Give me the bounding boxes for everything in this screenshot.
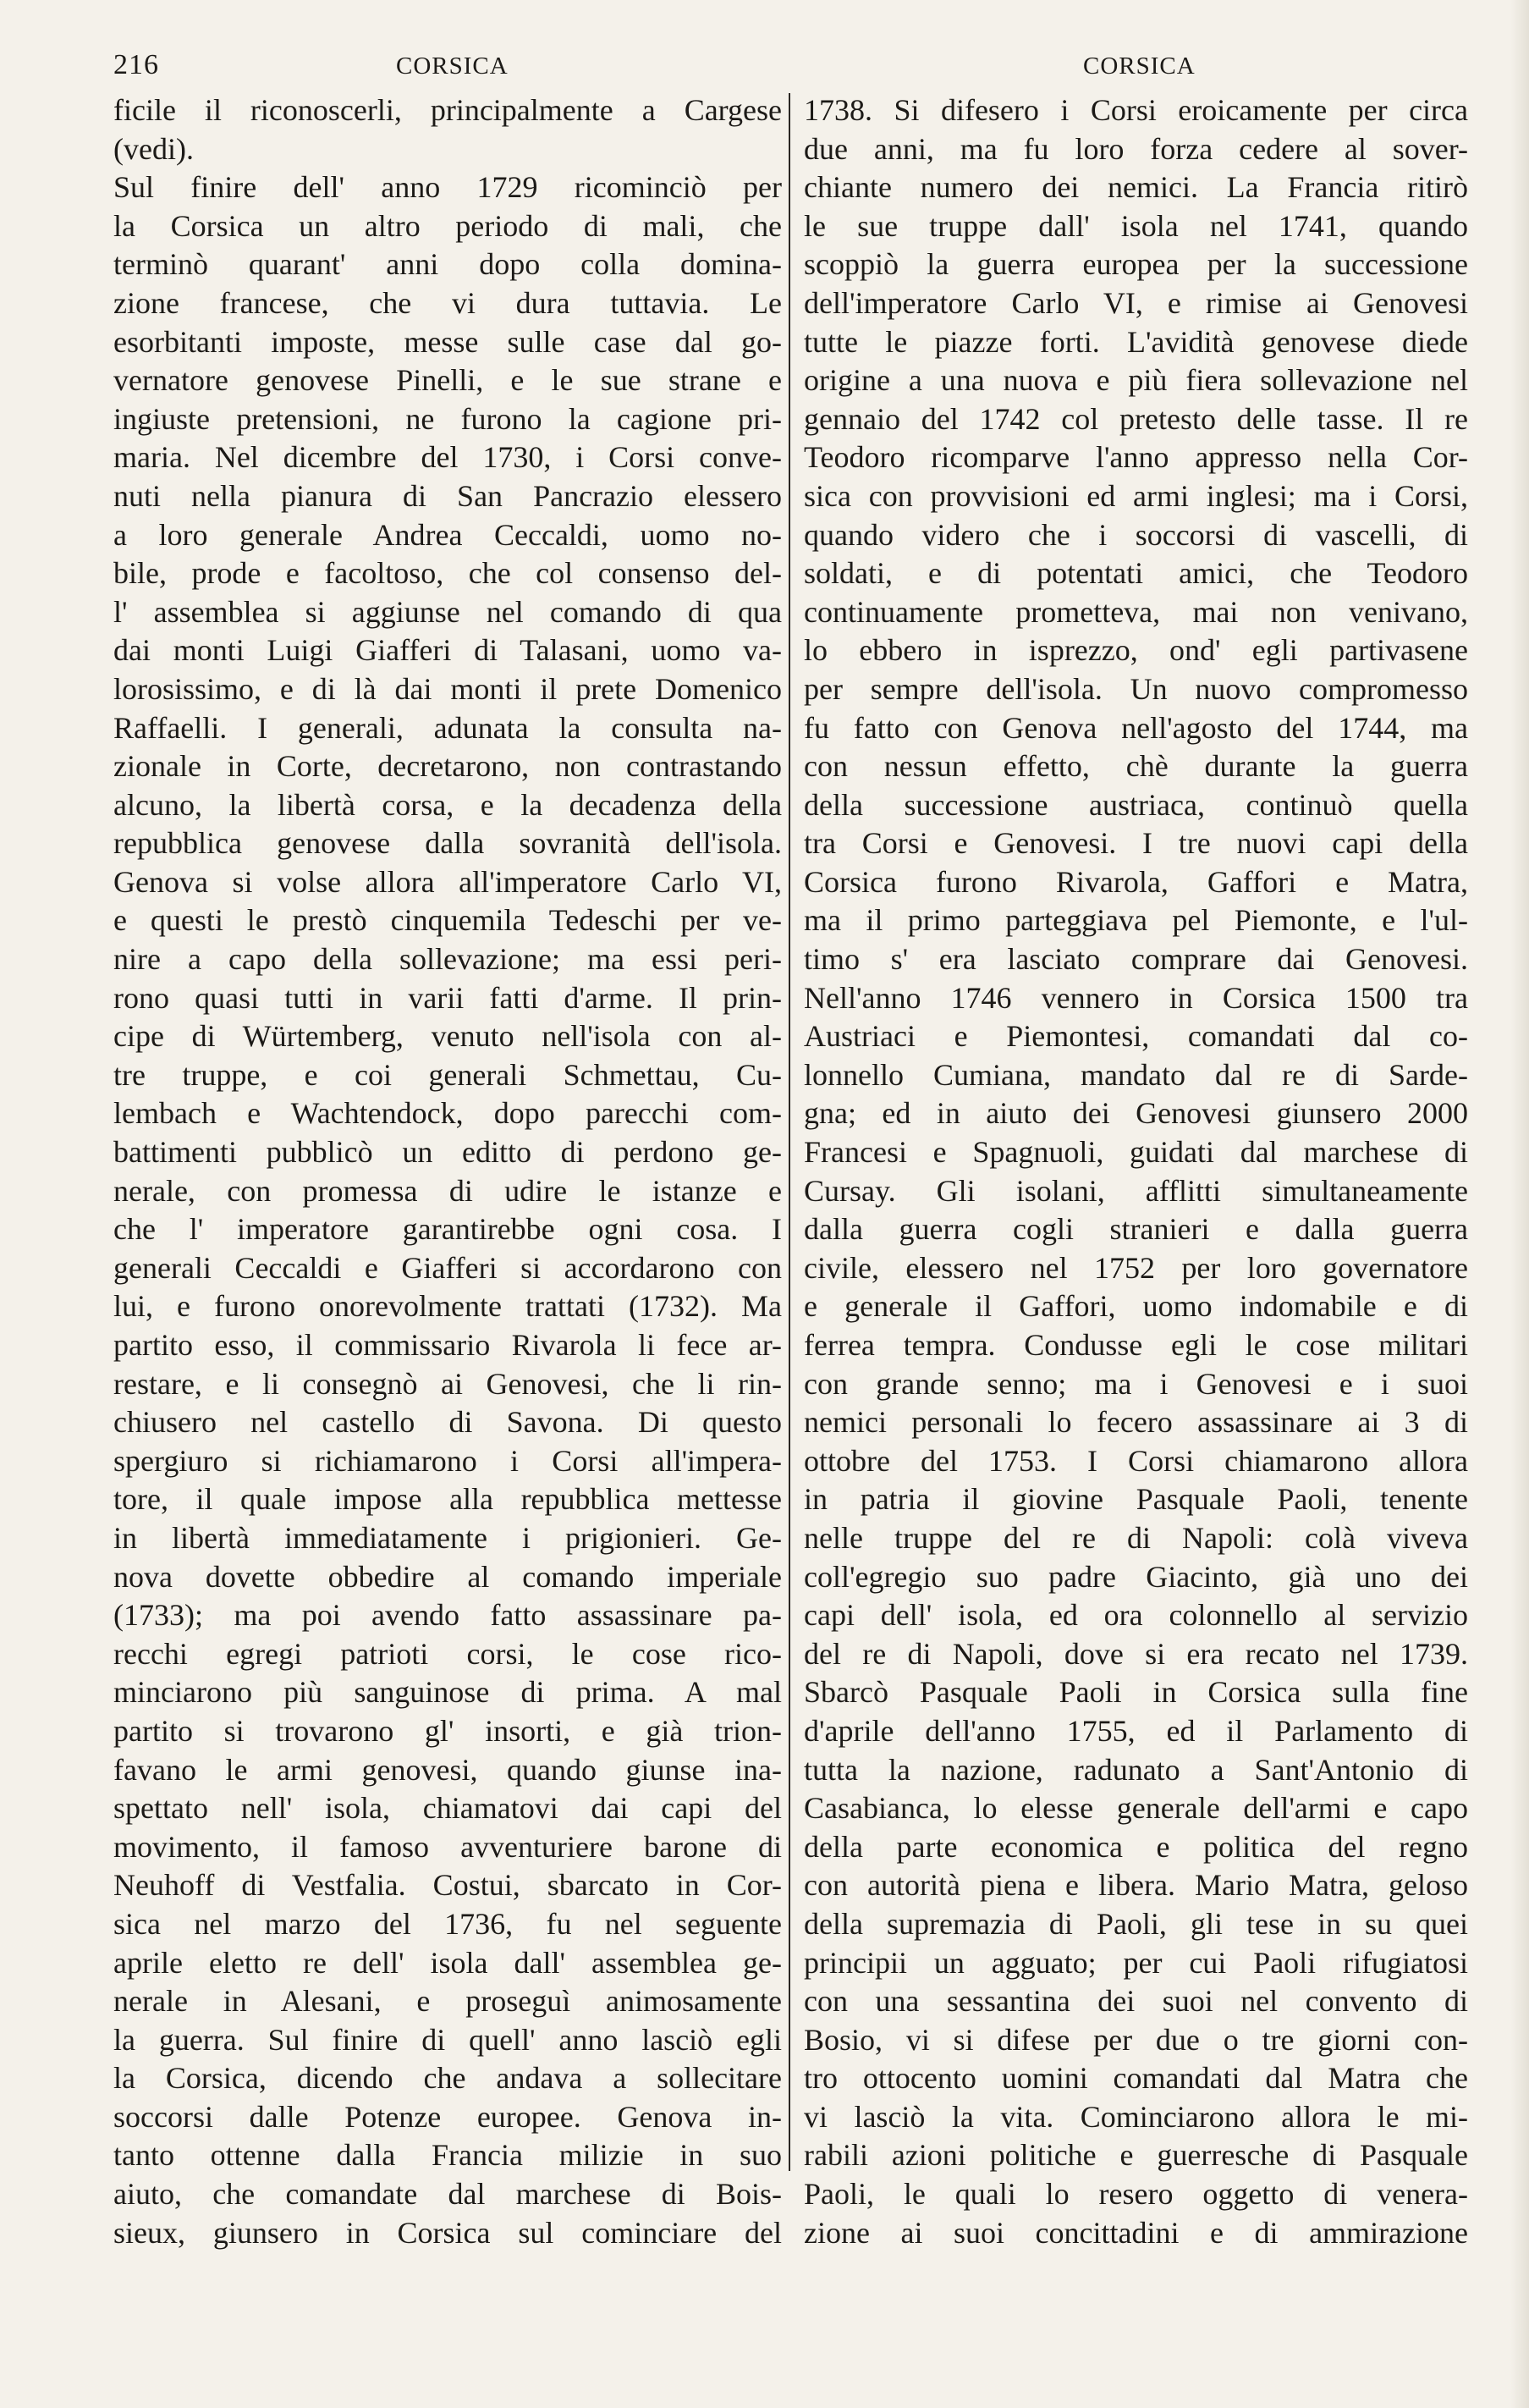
text-line: sieux, giunsero in Corsica sul cominciare del xyxy=(113,2215,782,2250)
text-line: aiuto, che comandate dal marchese di Bois- xyxy=(113,2177,782,2212)
text-line: tutte le piazze forti. L'avidità genovese diede xyxy=(804,324,1468,359)
text-line: Sul finire dell' anno 1729 ricominciò per xyxy=(113,170,782,205)
text-line: con autorità piena e libera. Mario Matra, geloso xyxy=(804,1868,1468,1903)
text-line: ficile il riconoscerli, principalmente a Cargese xyxy=(113,93,782,127)
text-line: 1738. Si difesero i Corsi eroicamente per circa xyxy=(804,93,1468,127)
text-line: bile, prode e facoltoso, che col consenso del- xyxy=(113,556,782,591)
text-line: lonnello Cumiana, mandato dal re di Sarde- xyxy=(804,1057,1468,1092)
text-line: nelle truppe del re di Napoli: colà viveva xyxy=(804,1520,1468,1555)
text-line: Francesi e Spagnuoli, guidati dal marchese di xyxy=(804,1135,1468,1170)
text-line: rono quasi tutti in varii fatti d'arme. Il prin- xyxy=(113,980,782,1015)
page-edge-shadow xyxy=(1510,0,1529,2408)
text-line: della supremazia di Paoli, gli tese in su quei xyxy=(804,1906,1468,1941)
text-line: Genova si volse allora all'imperatore Carlo VI, xyxy=(113,864,782,899)
text-line: la guerra. Sul finire di quell' anno lasciò egli xyxy=(113,2022,782,2057)
text-line: la Corsica, dicendo che andava a sollecitare xyxy=(113,2061,782,2096)
text-line: alcuno, la libertà corsa, e la decadenza della xyxy=(113,787,782,822)
text-line: tra Corsi e Genovesi. I tre nuovi capi della xyxy=(804,826,1468,861)
text-line: maria. Nel dicembre del 1730, i Corsi conve- xyxy=(113,440,782,475)
text-line: ingiuste pretensioni, ne furono la cagione pri- xyxy=(113,401,782,436)
text-line: nemici personali lo fecero assassinare ai 3 di xyxy=(804,1405,1468,1440)
left-text-column xyxy=(113,91,782,2252)
text-line: a loro generale Andrea Ceccaldi, uomo no- xyxy=(113,517,782,552)
text-line: aprile eletto re dell' isola dall' assemblea ge- xyxy=(113,1945,782,1980)
running-head-left: CORSICA xyxy=(396,52,509,80)
text-line: battimenti pubblicò un editto di perdono ge- xyxy=(113,1135,782,1170)
text-line: ferrea tempra. Condusse egli le cose militari xyxy=(804,1328,1468,1362)
text-line: continuamente prometteva, mai non venivano, xyxy=(804,594,1468,629)
text-line: (1733); ma poi avendo fatto assassinare pa- xyxy=(113,1598,782,1633)
text-line: civile, elessero nel 1752 per loro governatore xyxy=(804,1250,1468,1285)
text-line: Paoli, le quali lo resero oggetto di venera- xyxy=(804,2177,1468,2212)
text-line: chiante numero dei nemici. La Francia ritirò xyxy=(804,170,1468,205)
text-line: soccorsi dalle Potenze europee. Genova in- xyxy=(113,2099,782,2134)
text-line: nerale, con promessa di udire le istanze e xyxy=(113,1173,782,1208)
text-line: nova dovette obbedire al comando imperiale xyxy=(113,1559,782,1594)
text-line: le sue truppe dall' isola nel 1741, quando xyxy=(804,208,1468,243)
text-line: origine a una nuova e più fiera sollevazione nel xyxy=(804,363,1468,398)
text-line: zionale in Corte, decretarono, non contrastando xyxy=(113,749,782,784)
text-line: recchi egregi patrioti corsi, le cose rico- xyxy=(113,1636,782,1671)
text-line: gennaio del 1742 col pretesto delle tasse. Il re xyxy=(804,401,1468,436)
text-line: scoppiò la guerra europea per la successione xyxy=(804,247,1468,282)
text-line: coll'egregio suo padre Giacinto, già uno dei xyxy=(804,1559,1468,1594)
text-line: restare, e li consegnò ai Genovesi, che li rin- xyxy=(113,1366,782,1401)
text-line: minciarono più sanguinose di prima. A mal xyxy=(113,1675,782,1710)
text-line: della parte economica e politica del regno xyxy=(804,1829,1468,1864)
text-line: in libertà immediatamente i prigionieri. Ge- xyxy=(113,1520,782,1555)
text-line: Corsica furono Rivarola, Gaffori e Matra, xyxy=(804,864,1468,899)
text-line: dai monti Luigi Giafferi di Talasani, uomo va- xyxy=(113,633,782,668)
text-line: tore, il quale impose alla repubblica mettesse xyxy=(113,1482,782,1517)
text-line: (vedi). xyxy=(113,131,194,166)
text-line: Raffaelli. I generali, adunata la consulta na- xyxy=(113,710,782,745)
text-line: Bosio, vi si difese per due o tre giorni con- xyxy=(804,2022,1468,2057)
text-line: rabili azioni politiche e guerresche di Pasquale xyxy=(804,2138,1468,2173)
text-line: partito esso, il commissario Rivarola li fece ar- xyxy=(113,1328,782,1362)
text-line: partito si trovarono gl' insorti, e già trion- xyxy=(113,1713,782,1748)
text-line: esorbitanti imposte, messe sulle case dal go- xyxy=(113,324,782,359)
text-line: cipe di Würtemberg, venuto nell'isola con al- xyxy=(113,1019,782,1054)
text-line: Neuhoff di Vestfalia. Costui, sbarcato in Cor- xyxy=(113,1868,782,1903)
text-line: e generale il Gaffori, uomo indomabile e di xyxy=(804,1289,1468,1324)
text-line: ma il primo parteggiava pel Piemonte, e l'ul- xyxy=(804,903,1468,938)
text-line: chiusero nel castello di Savona. Di questo xyxy=(113,1405,782,1440)
text-line: e questi le prestò cinquemila Tedeschi per ve- xyxy=(113,903,782,938)
text-line: principii un agguato; per cui Paoli rifugiatosi xyxy=(804,1945,1468,1980)
text-line: Austriaci e Piemontesi, comandati dal co- xyxy=(804,1019,1468,1054)
text-line: con grande senno; ma i Genovesi e i suoi xyxy=(804,1366,1468,1401)
text-line: tre truppe, e coi generali Schmettau, Cu- xyxy=(113,1057,782,1092)
text-line: favano le armi genovesi, quando giunse ina- xyxy=(113,1752,782,1787)
text-line: del re di Napoli, dove si era recato nel 1739. xyxy=(804,1636,1468,1671)
text-line: repubblica genovese dalla sovranità dell'isola. xyxy=(113,826,782,861)
text-line: lorosissimo, e di là dai monti il prete Domenico xyxy=(113,671,782,706)
text-line: zione ai suoi concittadini e di ammirazione xyxy=(804,2215,1468,2250)
text-line: soldati, e di potentati amici, che Teodoro xyxy=(804,556,1468,591)
text-line: vernatore genovese Pinelli, e le sue strane e xyxy=(113,363,782,398)
text-line: capi dell' isola, ed ora colonnello al servizio xyxy=(804,1598,1468,1633)
text-line: lo ebbero in isprezzo, ond' egli partivasene xyxy=(804,633,1468,668)
text-line: dell'imperatore Carlo VI, e rimise ai Genovesi xyxy=(804,285,1468,320)
text-line: zione francese, che vi dura tuttavia. Le xyxy=(113,285,782,320)
text-line: che l' imperatore garantirebbe ogni cosa. I xyxy=(113,1212,782,1247)
text-line: terminò quarant' anni dopo colla domina- xyxy=(113,247,782,282)
text-line: d'aprile dell'anno 1755, ed il Parlamento di xyxy=(804,1713,1468,1748)
text-line: generali Ceccaldi e Giafferi si accordarono con xyxy=(113,1250,782,1285)
text-line: della successione austriaca, continuò quella xyxy=(804,787,1468,822)
text-line: nerale in Alesani, e proseguì animosamente xyxy=(113,1984,782,2019)
text-line: nire a capo della sollevazione; ma essi peri- xyxy=(113,942,782,977)
text-line: tro ottocento uomini comandati dal Matra che xyxy=(804,2061,1468,2096)
text-line: in patria il giovine Pasquale Paoli, tenente xyxy=(804,1482,1468,1517)
text-line: quando videro che i soccorsi di vascelli, di xyxy=(804,517,1468,552)
page-number: 216 xyxy=(113,49,159,80)
text-line: tutta la nazione, radunato a Sant'Antonio di xyxy=(804,1752,1468,1787)
text-line: dalla guerra cogli stranieri e dalla guerra xyxy=(804,1212,1468,1247)
text-line: lembach e Wachtendock, dopo parecchi com- xyxy=(113,1096,782,1131)
text-line: Casabianca, lo elesse generale dell'armi e capo xyxy=(804,1791,1468,1826)
text-line: gna; ed in aiuto dei Genovesi giunsero 2000 xyxy=(804,1096,1468,1131)
text-line: due anni, ma fu loro forza cedere al sover- xyxy=(804,131,1468,166)
text-line: con una sessantina dei suoi nel convento di xyxy=(804,1984,1468,2019)
text-line: sica nel marzo del 1736, fu nel seguente xyxy=(113,1906,782,1941)
text-line: fu fatto con Genova nell'agosto del 1744, ma xyxy=(804,710,1468,745)
text-line: Teodoro ricomparve l'anno appresso nella Cor- xyxy=(804,440,1468,475)
text-line: Cursay. Gli isolani, afflitti simultaneamente xyxy=(804,1173,1468,1208)
text-line: la Corsica un altro periodo di mali, che xyxy=(113,208,782,243)
text-line: con nessun effetto, chè durante la guerra xyxy=(804,749,1468,784)
column-divider xyxy=(789,93,790,2171)
text-line: ottobre del 1753. I Corsi chiamarono allora xyxy=(804,1443,1468,1478)
right-text-column xyxy=(804,91,1468,2252)
text-line: timo s' era lasciato comprare dai Genovesi. xyxy=(804,942,1468,977)
text-line: sica con provvisioni ed armi inglesi; ma i Corsi, xyxy=(804,478,1468,513)
text-line: Sbarcò Pasquale Paoli in Corsica sulla fine xyxy=(804,1675,1468,1710)
text-line: l' assemblea si aggiunse nel comando di qua xyxy=(113,594,782,629)
text-line: lui, e furono onorevolmente trattati (1732). Ma xyxy=(113,1289,782,1324)
running-head-right: CORSICA xyxy=(1083,52,1196,80)
text-line: Nell'anno 1746 vennero in Corsica 1500 tra xyxy=(804,980,1468,1015)
text-line: tanto ottenne dalla Francia milizie in suo xyxy=(113,2138,782,2173)
text-line: spergiuro si richiamarono i Corsi all'impera- xyxy=(113,1443,782,1478)
text-line: movimento, il famoso avventuriere barone di xyxy=(113,1829,782,1864)
text-line: per sempre dell'isola. Un nuovo compromesso xyxy=(804,671,1468,706)
text-line: spettato nell' isola, chiamatovi dai capi del xyxy=(113,1791,782,1826)
text-line: vi lasciò la vita. Cominciarono allora le mi- xyxy=(804,2099,1468,2134)
text-line: nuti nella pianura di San Pancrazio elessero xyxy=(113,478,782,513)
